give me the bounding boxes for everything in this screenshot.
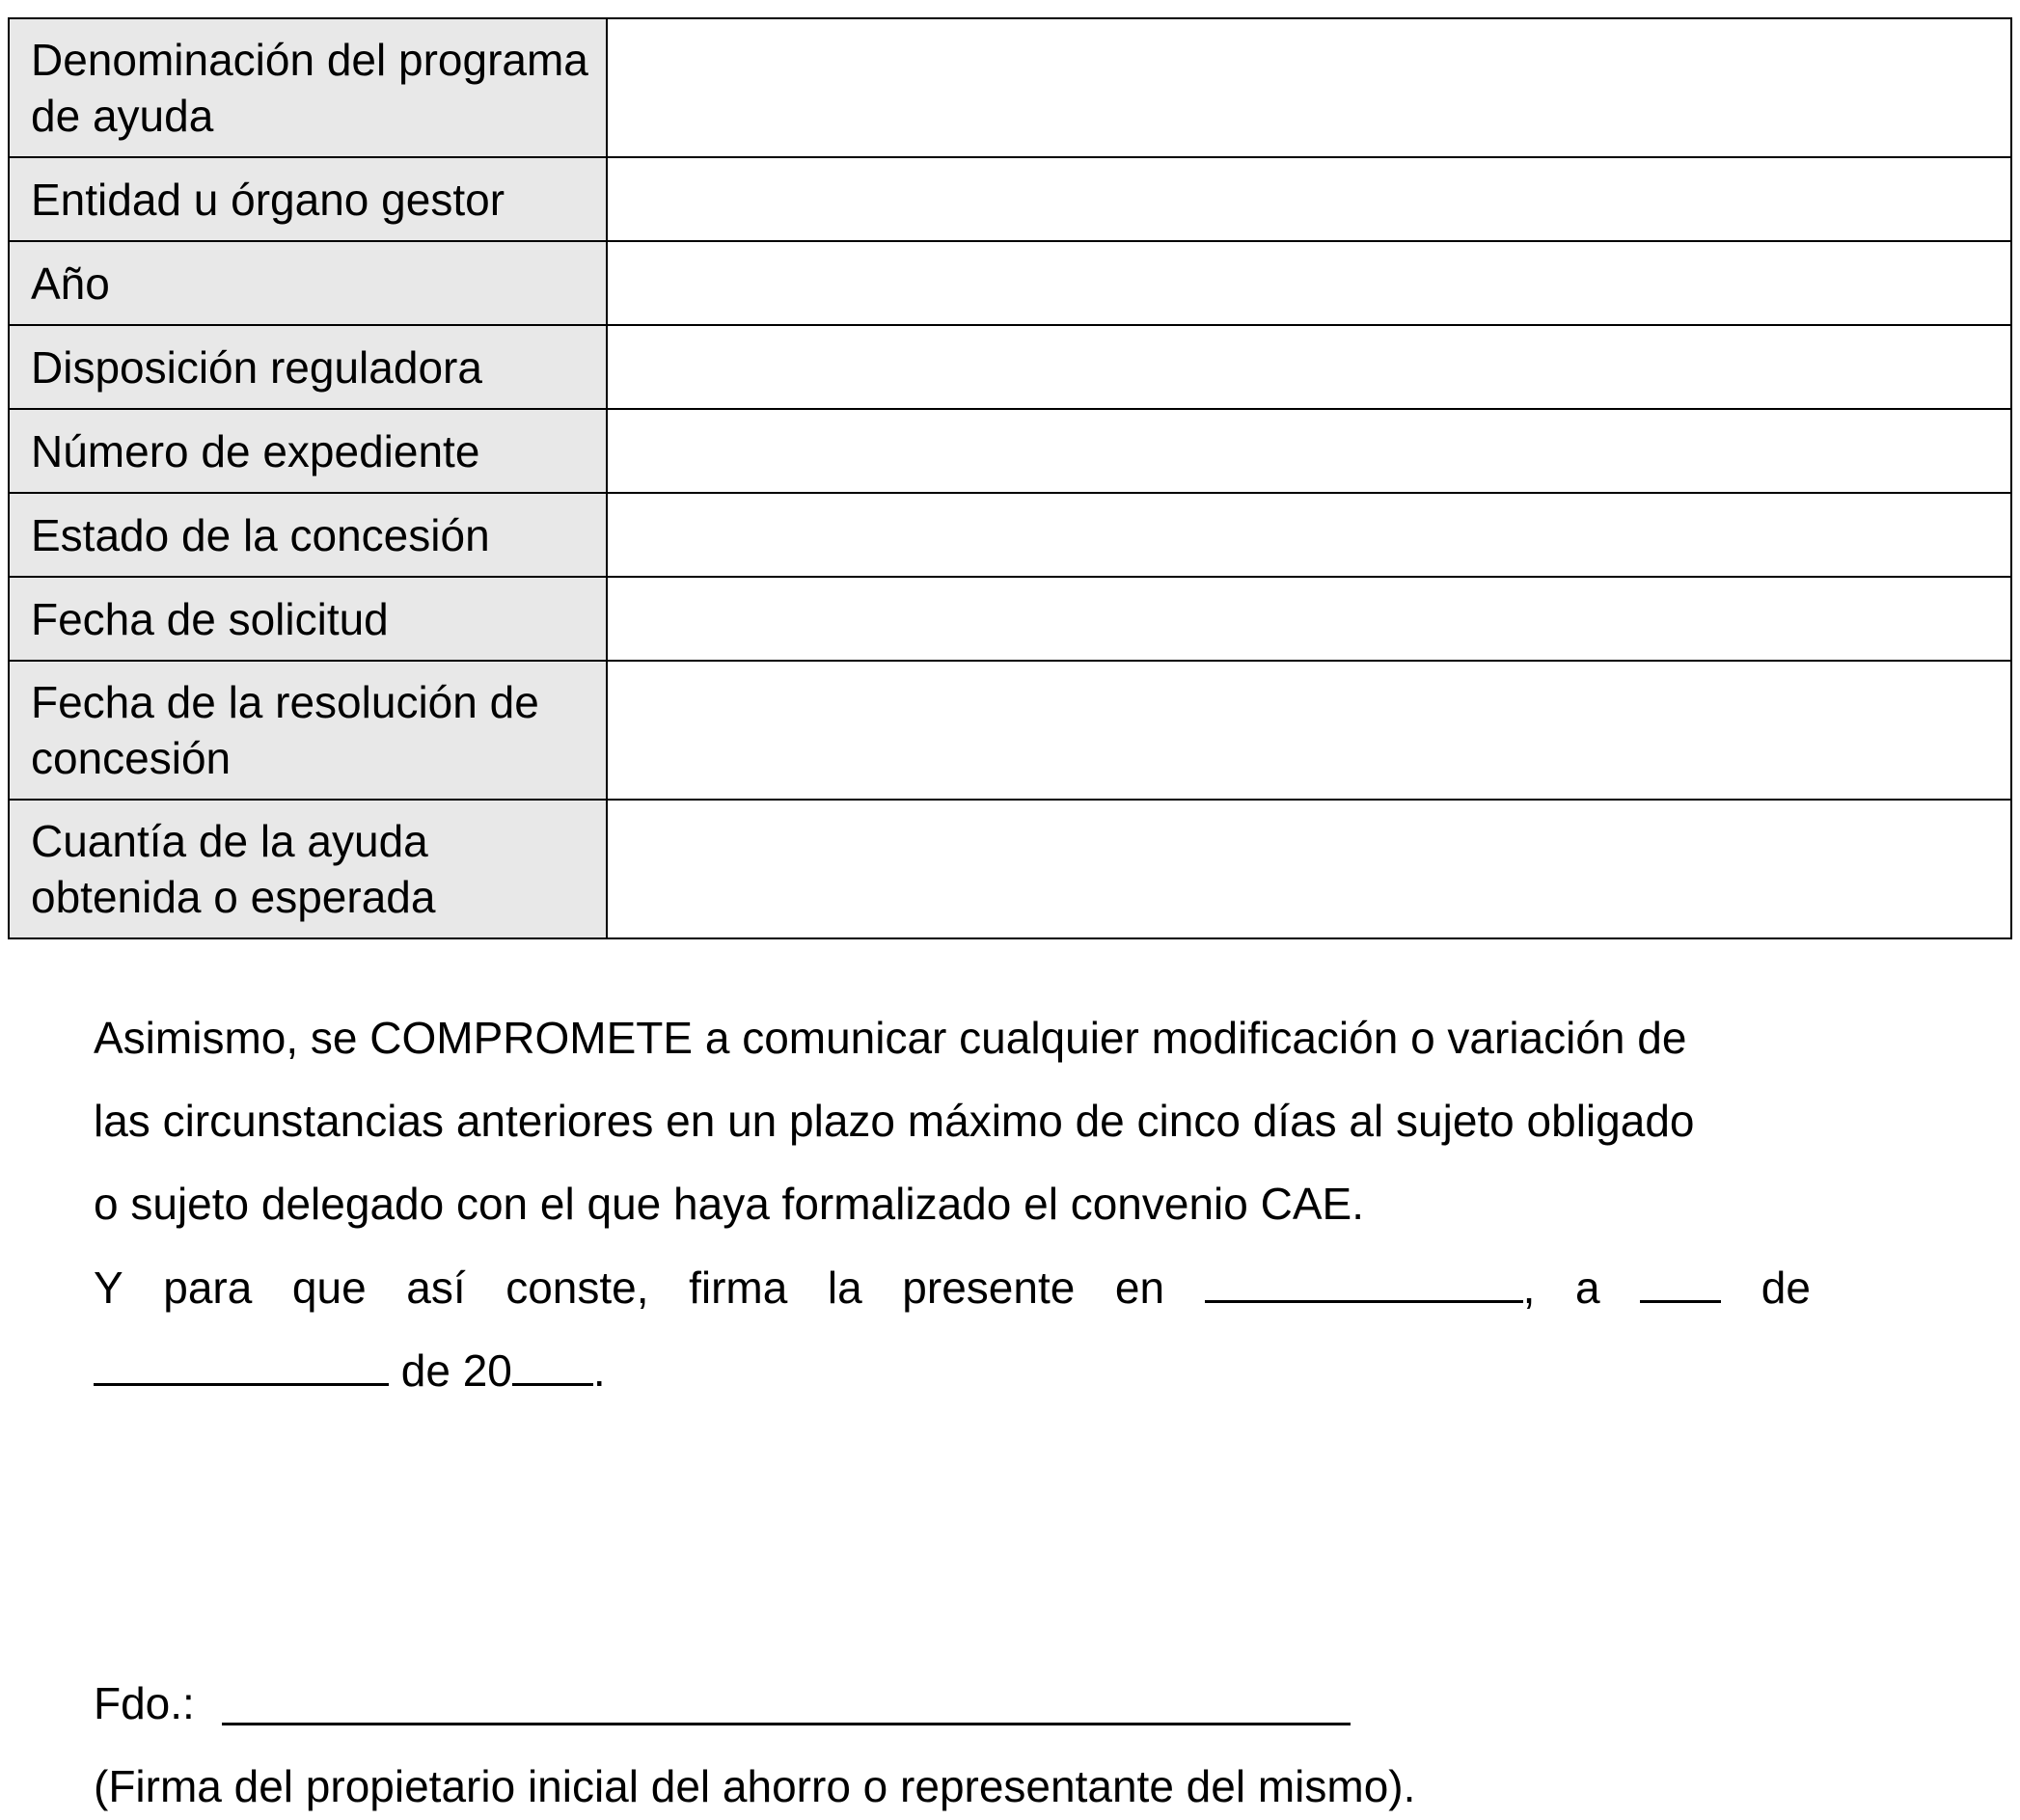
row-label-program-name: Denominación del programa de ayuda (9, 18, 607, 157)
row-value-aid-amount[interactable] (607, 800, 2011, 938)
table-row (9, 241, 2011, 325)
closing-word: para (163, 1263, 253, 1313)
closing-word: que (291, 1263, 367, 1313)
signature-line[interactable] (222, 1723, 1351, 1725)
day-blank[interactable] (1640, 1262, 1721, 1303)
row-label-managing-entity: Entidad u órgano gestor (9, 157, 607, 241)
closing-de-20: de 20 (400, 1345, 512, 1396)
closing-word: presente (902, 1263, 1076, 1313)
row-value-regulation[interactable] (607, 325, 2011, 409)
closing-word: Y (94, 1263, 123, 1313)
closing-word: firma (689, 1263, 788, 1313)
closing-line-1 (94, 1262, 1811, 1313)
table-row (9, 800, 2011, 938)
row-label-file-number: Número de expediente (9, 409, 607, 493)
row-value-grant-status[interactable] (607, 493, 2011, 577)
row-value-application-date[interactable] (607, 577, 2011, 661)
row-label-aid-amount: Cuantía de la ayuda obtenida o esperada (9, 800, 607, 938)
table-row (9, 18, 2011, 157)
row-value-managing-entity[interactable] (607, 157, 2011, 241)
month-blank[interactable] (94, 1345, 389, 1386)
commitment-line-1: Asimismo, se COMPROMETE a comunicar cualquier modificación o variación de (94, 1013, 1687, 1063)
closing-a: a (1575, 1263, 1600, 1313)
row-label-grant-status: Estado de la concesión (9, 493, 607, 577)
closing-word: conste, (505, 1263, 649, 1313)
table-row (9, 409, 2011, 493)
commitment-line-2: las circunstancias anteriores en un plazo máximo de cinco días al sujeto obligado (94, 1096, 1695, 1146)
closing-line-2 (94, 1345, 1811, 1396)
row-label-application-date: Fecha de solicitud (9, 577, 607, 661)
closing-word: así (406, 1263, 466, 1313)
row-value-file-number[interactable] (607, 409, 2011, 493)
year-blank[interactable] (512, 1345, 593, 1386)
closing-word: en (1114, 1263, 1165, 1313)
table-row (9, 157, 2011, 241)
signature-label: Fdo.: (94, 1678, 195, 1728)
aid-program-table (8, 17, 2012, 939)
table-row (9, 577, 2011, 661)
table-row (9, 325, 2011, 409)
place-blank[interactable] (1205, 1262, 1523, 1303)
row-label-year: Año (9, 241, 607, 325)
row-label-resolution-date: Fecha de la resolución de concesión (9, 661, 607, 800)
signature-note: (Firma del propietario inicial del ahorro o representante del mismo). (94, 1761, 1416, 1811)
closing-word: la (827, 1263, 862, 1313)
table-row (9, 493, 2011, 577)
row-label-regulation: Disposición reguladora (9, 325, 607, 409)
closing-period: . (592, 1345, 606, 1396)
closing-comma: , (1522, 1263, 1536, 1313)
row-value-resolution-date[interactable] (607, 661, 2011, 800)
place-group (1205, 1262, 1536, 1313)
commitment-line-3: o sujeto delegado con el que haya formalizado el convenio CAE. (94, 1179, 1364, 1229)
row-value-program-name[interactable] (607, 18, 2011, 157)
table-row (9, 661, 2011, 800)
row-value-year[interactable] (607, 241, 2011, 325)
closing-de: de (1761, 1263, 1811, 1313)
